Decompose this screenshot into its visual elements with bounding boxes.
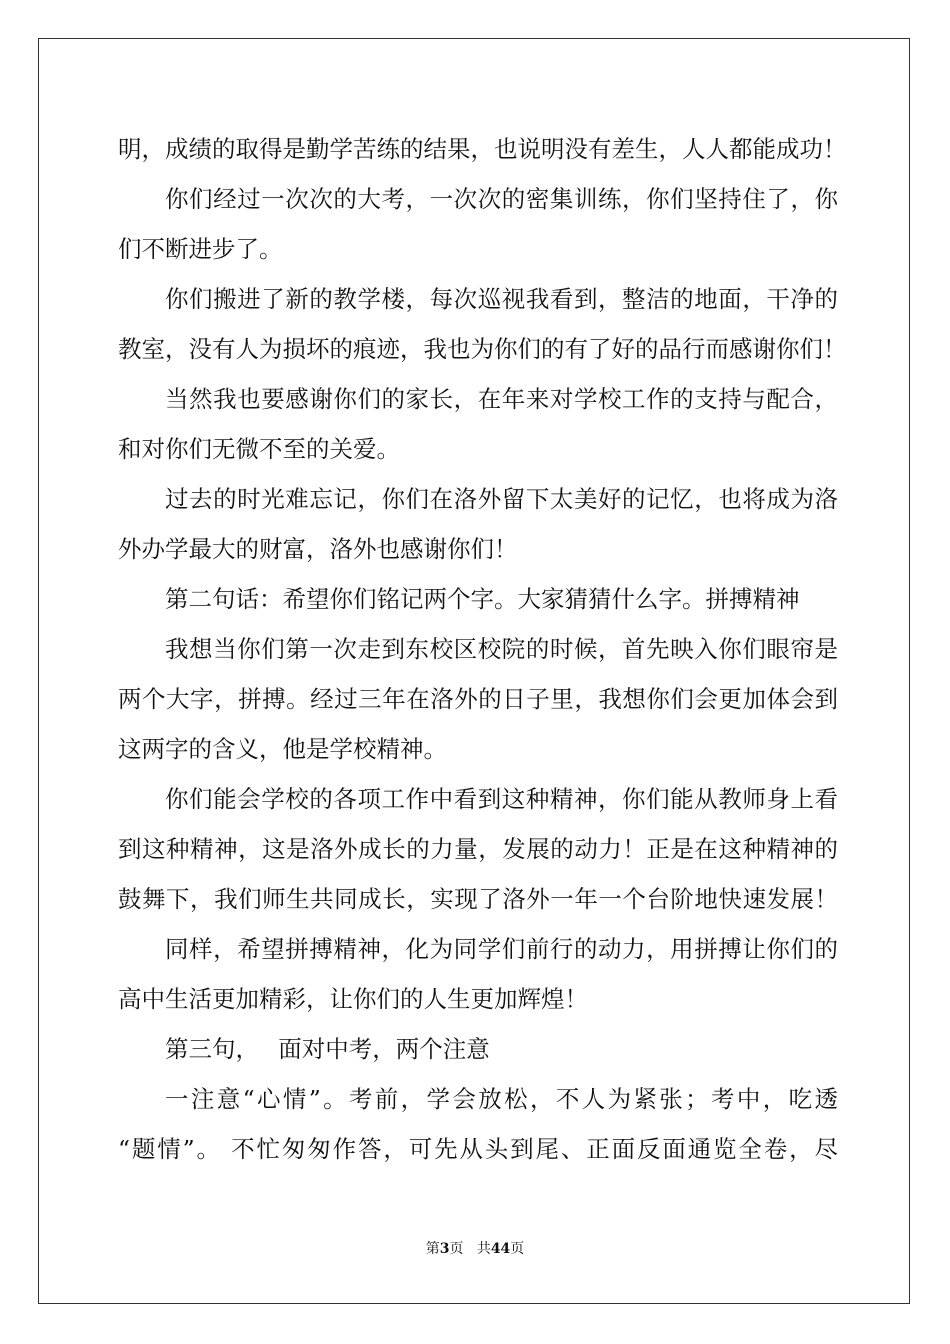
page-footer	[0, 1238, 950, 1258]
text-line: 教室，没有人为损坏的痕迹，我也为你们的有了好的品行而感谢你们！	[118, 335, 847, 363]
text-line: 这两字的含义，他是学校精神。	[118, 735, 447, 763]
text-line: 明，成绩的取得是勤学苦练的结果，也说明没有差生，人人都能成功！	[118, 135, 847, 163]
total-prefix: 共	[476, 1241, 491, 1257]
text-line: 鼓舞下，我们师生共同成长，实现了洛外一年一个台阶地快速发展！	[118, 885, 838, 913]
text-line: 我想当你们第一次走到东校区校院的时候，首先映入你们眼帘是	[165, 635, 838, 663]
text-line: 当然我也要感谢你们的家长，在年来对学校工作的支持与配合，	[165, 385, 838, 413]
text-line: 第二句话：希望你们铭记两个字。大家猜猜什么字。拼搏精神	[165, 585, 800, 613]
text-line: 到这种精神，这是洛外成长的力量，发展的动力！正是在这种精神的	[118, 835, 838, 863]
text-line: 们不断进步了。	[118, 235, 283, 263]
text-line: 高中生活更加精彩，让你们的人生更加辉煌！	[118, 985, 588, 1013]
text-line: 外办学最大的财富，洛外也感谢你们！	[118, 535, 518, 563]
text-line: 你们经过一次次的大考，一次次的密集训练，你们坚持住了，你	[165, 185, 838, 213]
text-line: 同样，希望拼搏精神，化为同学们前行的动力，用拼搏让你们的	[165, 935, 838, 963]
text-line: 和对你们无微不至的关爱。	[118, 435, 400, 463]
page-suffix: 页	[449, 1241, 464, 1257]
text-line: 一注意“心情”。考前，学会放松，不人为紧张；考中，吃透	[165, 1085, 838, 1113]
page-number: 3	[439, 1241, 450, 1257]
text-line: 两个大字，拼搏。经过三年在洛外的日子里，我想你们会更加体会到	[118, 685, 838, 713]
total-suffix: 页	[510, 1241, 525, 1257]
page-border	[38, 38, 910, 1304]
text-line: 你们能会学校的各项工作中看到这种精神，你们能从教师身上看	[165, 785, 838, 813]
text-line: 第三句， 面对中考，两个注意	[165, 1035, 490, 1063]
text-line: 过去的时光难忘记，你们在洛外留下太美好的记忆，也将成为洛	[165, 485, 838, 513]
text-line: 你们搬进了新的教学楼，每次巡视我看到，整洁的地面，干净的	[165, 285, 838, 313]
page-prefix: 第	[425, 1241, 440, 1257]
total-pages: 44	[490, 1241, 511, 1257]
text-line: “题情”。 不忙匆匆作答，可先从头到尾、正面反面通览全卷，尽	[118, 1135, 838, 1163]
